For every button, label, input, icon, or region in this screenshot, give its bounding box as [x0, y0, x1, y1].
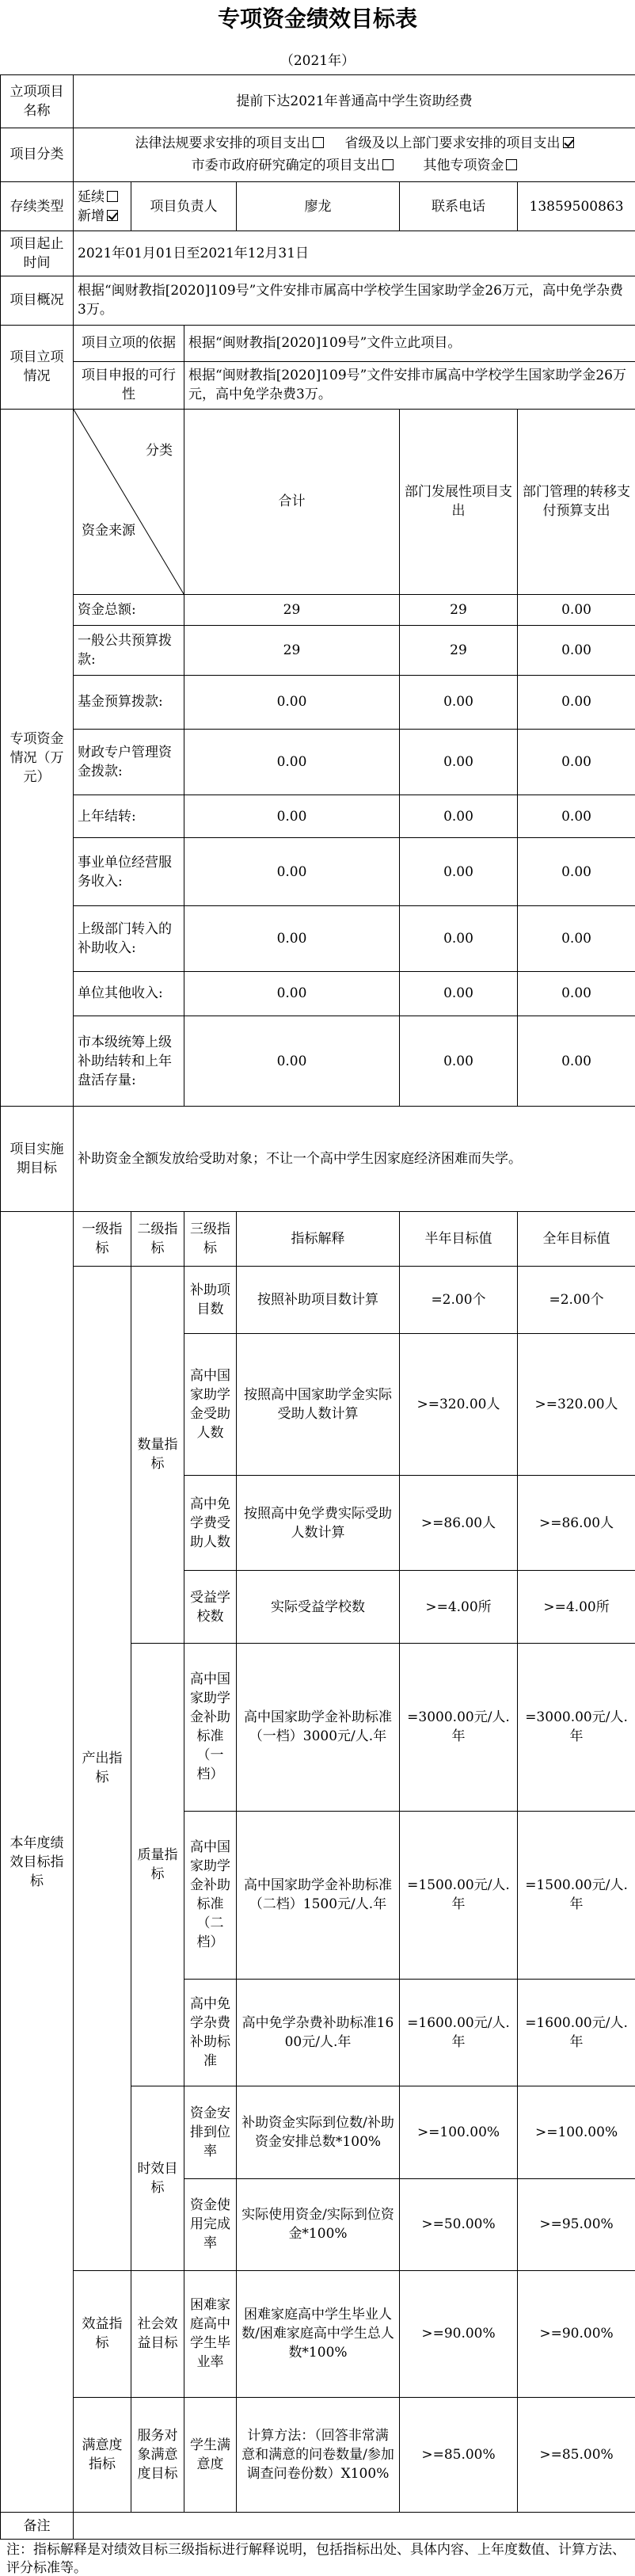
leader-name: 廖龙: [237, 182, 400, 231]
funds-cell: 29: [400, 594, 518, 625]
category-option-other[interactable]: 其他专项资金: [423, 158, 517, 173]
indicator-desc: 实际受益学校数: [237, 1571, 400, 1643]
funds-cell: 29: [184, 626, 400, 675]
indicator-desc: 高中国家助学金补助标准（一档）3000元/人.年: [237, 1643, 400, 1811]
indicator-l3: 高中免学费受助人数: [184, 1475, 237, 1571]
indicator-full: =3000.00元/人.年: [518, 1643, 635, 1811]
indicator-full: >=4.00所: [518, 1571, 635, 1643]
indicator-header-half: 半年目标值: [400, 1212, 518, 1267]
indicator-l3: 学生满意度: [184, 2397, 237, 2513]
funds-row-label: 基金预算拨款:: [74, 675, 184, 730]
indicator-half: >=320.00人: [400, 1334, 518, 1476]
basis-label: 项目立项的依据: [74, 325, 184, 361]
indicator-l3: 补助项目数: [184, 1266, 237, 1333]
indicator-l2-social: 社会效益目标: [131, 2270, 184, 2397]
indicator-l3: 资金安排到位率: [184, 2086, 237, 2178]
indicator-full: =1600.00元/人.年: [518, 1979, 635, 2086]
basis-text: 根据“闽财教指[2020]109号”文件立此项目。: [184, 325, 635, 361]
project-name: 提前下达2021年普通高中学生资助经费: [74, 75, 635, 128]
remarks-label: 备注: [1, 2513, 74, 2540]
indicator-header-l3: 三级指标: [184, 1212, 237, 1267]
indicator-desc: 计算方法：（回答非常满意和满意的问卷数量/参加调查问卷份数）X100%: [237, 2397, 400, 2513]
indicator-half: =1600.00元/人.年: [400, 1979, 518, 2086]
indicator-l1-output: 产出指标: [74, 1266, 131, 2270]
performance-table: [0, 74, 635, 2540]
funds-header-dev: 部门发展性项目支出: [400, 409, 518, 594]
indicator-desc: 按照高中国家助学金实际受助人数计算: [237, 1334, 400, 1476]
funds-cell: 0.00: [518, 675, 635, 730]
funds-cell: 0.00: [400, 971, 518, 1016]
indicator-l3: 高中免学杂费补助标准: [184, 1979, 237, 2086]
indicator-full: >=86.00人: [518, 1475, 635, 1571]
indicator-full: =2.00个: [518, 1266, 635, 1333]
funds-cell: 0.00: [184, 675, 400, 730]
indicator-l1-benefit: 效益指标: [74, 2270, 131, 2397]
feasibility-label: 项目申报的可行性: [74, 361, 184, 409]
indicators-section-label: 本年度绩效目标指标: [1, 1212, 74, 2513]
funds-cell: 29: [400, 626, 518, 675]
leader-label: 项目负责人: [131, 182, 237, 231]
indicator-desc: 实际使用资金/实际到位资金*100%: [237, 2178, 400, 2270]
indicator-l2-timeliness: 时效目标: [131, 2086, 184, 2271]
page-title: 专项资金绩效目标表: [217, 6, 417, 32]
overview-label: 项目概况: [1, 276, 74, 325]
continuity-options: [74, 182, 131, 231]
feasibility-text: 根据“闽财教指[2020]109号”文件安排市属高中学校学生国家助学金26万元，高中免学杂费3万。: [184, 361, 635, 409]
funds-cell: 0.00: [518, 905, 635, 971]
footnote: 注：指标解释是对绩效目标三级指标进行解释说明，包括指标出处、具体内容、上年度数值、计算方法、评分标准等。: [6, 2542, 625, 2576]
category-label: 项目分类: [1, 128, 74, 182]
indicator-half: >=85.00%: [400, 2397, 518, 2513]
indicator-l1-satisfaction: 满意度指标: [74, 2397, 131, 2513]
indicator-l3: 资金使用完成率: [184, 2178, 237, 2270]
corner-category-label: 分类: [146, 442, 173, 459]
period-label: 项目起止时间: [1, 231, 74, 276]
indicator-l3: 受益学校数: [184, 1571, 237, 1643]
indicator-header-l1: 一级指标: [74, 1212, 131, 1267]
funds-section-label: 专项资金情况（万元）: [1, 409, 74, 1106]
indicator-desc: 困难家庭高中学生毕业人数/困难家庭高中学生总人数*100%: [237, 2270, 400, 2397]
funds-cell: 0.00: [518, 795, 635, 838]
indicator-desc: 按照补助项目数计算: [237, 1266, 400, 1333]
funds-row-label: 一般公共预算拨款:: [74, 626, 184, 675]
indicator-half: =1500.00元/人.年: [400, 1811, 518, 1979]
indicator-header-l2: 二级指标: [131, 1212, 184, 1267]
checkbox-icon: [382, 159, 394, 170]
funds-cell: 0.00: [184, 1016, 400, 1106]
funds-cell: 0.00: [400, 795, 518, 838]
checkbox-icon: [107, 191, 118, 202]
funds-row-label: 市本级统筹上级补助结转和上年盘活存量:: [74, 1016, 184, 1106]
overview-text: 根据“闽财教指[2020]109号”文件安排市属高中学校学生国家助学金26万元，高中免学杂费3万。: [74, 276, 635, 325]
corner-source-label: 资金来源: [82, 522, 135, 539]
project-name-label: 立项项目名称: [1, 75, 74, 128]
checkbox-checked-icon: [563, 137, 574, 148]
indicator-half: >=4.00所: [400, 1571, 518, 1643]
indicator-half: >=50.00%: [400, 2178, 518, 2270]
funds-row-label: 上级部门转入的补助收入:: [74, 905, 184, 971]
funds-cell: 0.00: [184, 838, 400, 905]
category-option-provincial[interactable]: 省级及以上部门要求安排的项目支出: [345, 135, 574, 151]
period-goal-text: 补助资金全额发放给受助对象；不让一个高中学生因家庭经济困难而失学。: [74, 1107, 635, 1212]
funds-cell: 0.00: [400, 675, 518, 730]
indicator-desc: 按照高中免学费实际受助人数计算: [237, 1475, 400, 1571]
funds-row-label: 单位其他收入:: [74, 971, 184, 1016]
funds-cell: 0.00: [400, 905, 518, 971]
continuity-option-extend[interactable]: 延续: [78, 188, 127, 207]
indicator-full: >=90.00%: [518, 2270, 635, 2397]
indicator-full: >=320.00人: [518, 1334, 635, 1476]
funds-cell: 0.00: [518, 1016, 635, 1106]
continuity-option-new[interactable]: 新增: [78, 207, 127, 226]
funds-cell: 0.00: [400, 730, 518, 795]
remarks-value: [74, 2513, 635, 2540]
checkbox-checked-icon: [107, 210, 118, 221]
funds-cell: 0.00: [518, 971, 635, 1016]
indicator-half: >=100.00%: [400, 2086, 518, 2178]
funds-row-label: 上年结转:: [74, 795, 184, 838]
category-option-law[interactable]: 法律法规要求安排的项目支出: [135, 135, 324, 151]
indicator-l3: 高中国家助学金补助标准（二档）: [184, 1811, 237, 1979]
funds-cell: 29: [184, 594, 400, 625]
indicator-l3: 高中国家助学金受助人数: [184, 1334, 237, 1476]
indicator-full: >=85.00%: [518, 2397, 635, 2513]
year-label: （2021年）: [279, 53, 356, 69]
funds-cell: 0.00: [184, 795, 400, 838]
funds-cell: 0.00: [518, 838, 635, 905]
funds-cell: 0.00: [184, 730, 400, 795]
funds-cell: 0.00: [400, 1016, 518, 1106]
indicator-l3: 高中国家助学金补助标准（一档）: [184, 1643, 237, 1811]
funds-row-label: 财政专户管理资金拨款:: [74, 730, 184, 795]
period-goal-label: 项目实施期目标: [1, 1107, 74, 1212]
indicator-header-desc: 指标解释: [237, 1212, 400, 1267]
indicator-half: >=90.00%: [400, 2270, 518, 2397]
funds-header-total: 合计: [184, 409, 400, 594]
indicator-l2-quantity: 数量指标: [131, 1266, 184, 1643]
category-options: [74, 128, 635, 182]
funds-header-transfer: 部门管理的转移支付预算支出: [518, 409, 635, 594]
period-value: 2021年01月01日至2021年12月31日: [74, 231, 635, 276]
approval-label: 项目立项情况: [1, 325, 74, 409]
checkbox-icon: [506, 159, 517, 170]
indicator-desc: 高中免学杂费补助标准1600元/人.年: [237, 1979, 400, 2086]
funds-corner-header: [74, 409, 184, 594]
funds-cell: 0.00: [518, 730, 635, 795]
indicator-half: =3000.00元/人.年: [400, 1643, 518, 1811]
indicator-desc: 补助资金实际到位数/补助资金安排总数*100%: [237, 2086, 400, 2178]
funds-cell: 0.00: [184, 971, 400, 1016]
indicator-half: >=86.00人: [400, 1475, 518, 1571]
continuity-label: 存续类型: [1, 182, 74, 231]
phone-number: 13859500863: [518, 182, 635, 231]
funds-cell: 0.00: [400, 838, 518, 905]
phone-label: 联系电话: [400, 182, 518, 231]
diagonal-line: [74, 410, 184, 594]
indicator-half: =2.00个: [400, 1266, 518, 1333]
indicator-full: >=95.00%: [518, 2178, 635, 2270]
category-option-municipal[interactable]: 市委市政府研究确定的项目支出: [192, 158, 394, 173]
indicator-full: >=100.00%: [518, 2086, 635, 2178]
checkbox-icon: [313, 137, 324, 148]
indicator-desc: 高中国家助学金补助标准（二档）1500元/人.年: [237, 1811, 400, 1979]
indicator-l3: 困难家庭高中学生毕业率: [184, 2270, 237, 2397]
funds-cell: 0.00: [184, 905, 400, 971]
funds-row-label: 事业单位经营服务收入:: [74, 838, 184, 905]
funds-row-label: 资金总额:: [74, 594, 184, 625]
indicator-full: =1500.00元/人.年: [518, 1811, 635, 1979]
indicator-header-full: 全年目标值: [518, 1212, 635, 1267]
indicator-l2-quality: 质量指标: [131, 1643, 184, 2086]
funds-cell: 0.00: [518, 594, 635, 625]
funds-cell: 0.00: [518, 626, 635, 675]
indicator-l2-service: 服务对象满意度目标: [131, 2397, 184, 2513]
